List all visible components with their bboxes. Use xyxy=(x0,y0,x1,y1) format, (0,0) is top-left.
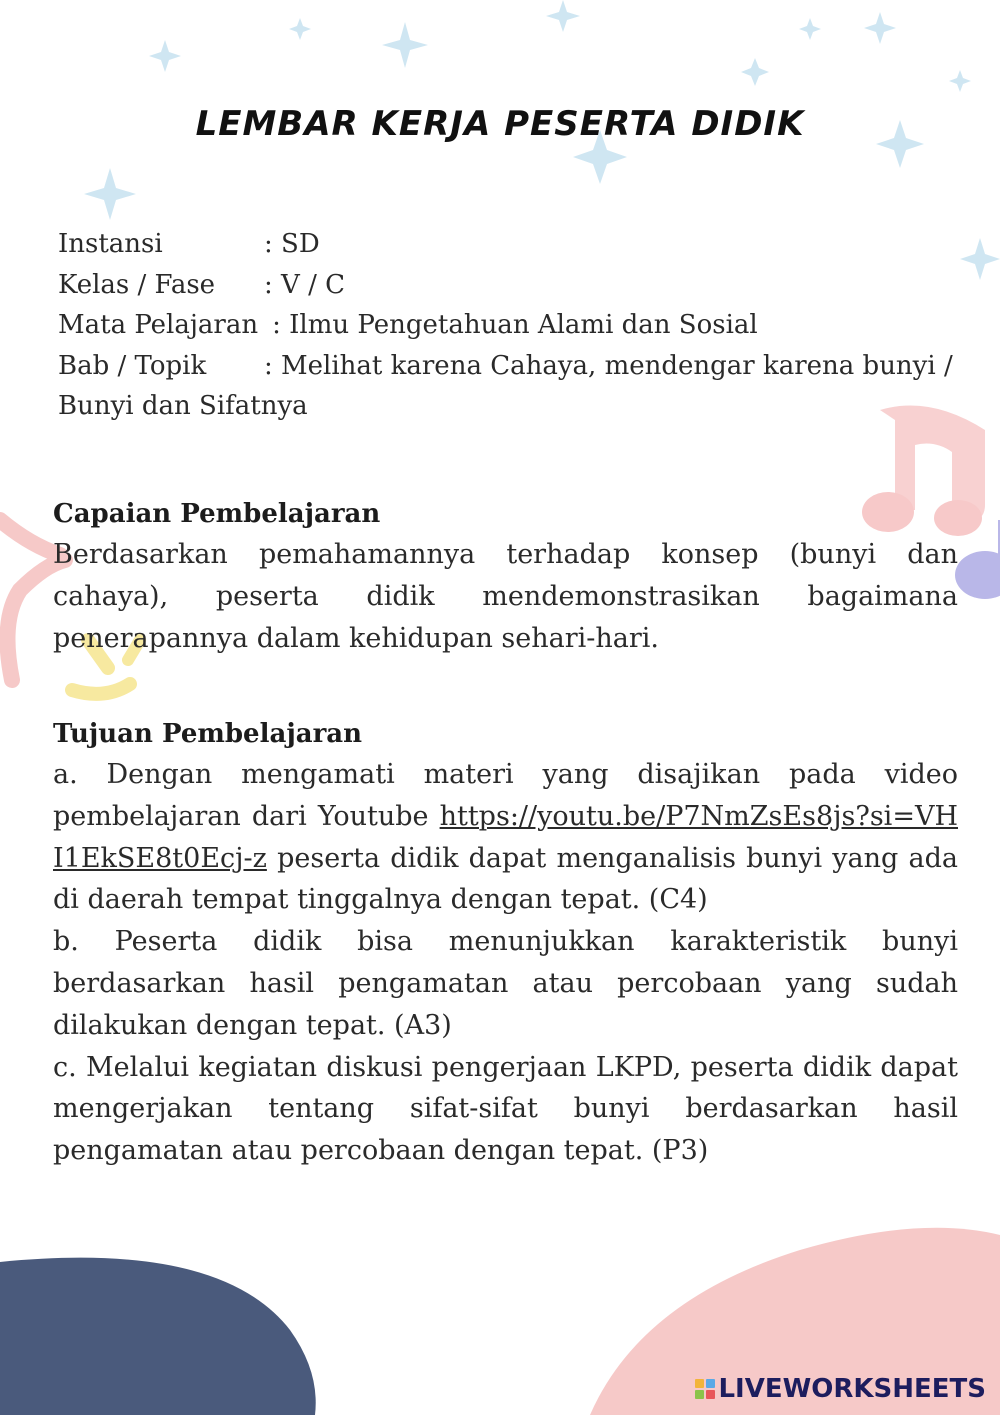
capaian-section xyxy=(53,494,958,659)
liveworksheets-logo-text: LIVEWORKSHEETS xyxy=(718,1374,986,1404)
tujuan-item-c: c. Melalui kegiatan diskusi pengerjaan LKPD, peserta didik dapat mengerjakan tentang sifat-sifat bunyi berdasarkan hasil pengamatan atau percobaan dengan tepat. (P3) xyxy=(53,1051,958,1167)
identity-value: : Melihat karena Cahaya, mendengar karena bunyi / xyxy=(264,350,953,381)
identity-row-kelas xyxy=(58,265,958,306)
identity-row-mapel xyxy=(58,305,958,346)
capaian-heading: Capaian Pembelajaran xyxy=(53,499,381,529)
liveworksheets-logo xyxy=(695,1374,986,1404)
logo-square xyxy=(706,1379,715,1388)
navy-blob-shape xyxy=(0,1258,316,1415)
tujuan-item-a-text: a. Dengan mengamati materi yang disajikan pada video pembelajaran dari Youtube xyxy=(53,759,958,832)
tujuan-heading: Tujuan Pembelajaran xyxy=(53,719,363,749)
tujuan-section xyxy=(53,714,958,1172)
identity-value-continuation: Bunyi dan Sifatnya xyxy=(58,391,308,421)
star-icon xyxy=(289,18,311,40)
identity-row-bab xyxy=(58,346,958,387)
tujuan-item-a xyxy=(53,754,958,921)
identity-label: Bab / Topik xyxy=(58,350,207,381)
logo-square xyxy=(706,1390,715,1399)
logo-square xyxy=(695,1379,704,1388)
tujuan-item-b: b. Peserta didik bisa menunjukkan karakteristik bunyi berdasarkan hasil pengamatan atau percobaan yang sudah dilakukan dengan tepat. (A3) xyxy=(53,926,958,1041)
star-icon xyxy=(741,58,769,86)
identity-value: : V / C xyxy=(264,269,345,300)
identity-label: Mata Pelajaran xyxy=(58,310,259,340)
identity-value: : Ilmu Pengetahuan Alami dan Sosial xyxy=(272,310,758,340)
page-title: LEMBAR KERJA PESERTA DIDIK xyxy=(195,104,805,144)
star-icon xyxy=(960,238,1000,280)
identity-block xyxy=(58,224,958,427)
star-icon xyxy=(546,0,580,32)
youtube-link[interactable]: https://youtu.be/P7NmZsEs8js?si=VHI1EkSE8t0Ecj-z xyxy=(53,800,958,874)
star-icon xyxy=(864,12,896,44)
star-icon xyxy=(949,70,971,92)
liveworksheets-logo-icon xyxy=(695,1379,715,1399)
identity-row-instansi xyxy=(58,224,958,265)
identity-label: Instansi xyxy=(58,229,163,259)
star-icon xyxy=(84,168,136,220)
capaian-text: Berdasarkan pemahamannya terhadap konsep (bunyi dan cahaya), peserta didik mendemonstrasikan bagaimana penerapannya dalam kehidupan sehari-hari. xyxy=(53,539,958,654)
tujuan-item-a-text-after: peserta didik dapat menganalisis bunyi yang ada di daerah tempat tinggalnya dengan tepat. (C4) xyxy=(53,842,958,916)
identity-label: Kelas / Fase xyxy=(58,269,216,300)
identity-value: : SD xyxy=(264,229,320,259)
logo-square xyxy=(695,1390,704,1399)
star-icon xyxy=(149,40,181,72)
star-icon xyxy=(382,22,428,68)
identity-row-bab-continuation xyxy=(58,386,958,427)
star-icon xyxy=(799,18,821,40)
